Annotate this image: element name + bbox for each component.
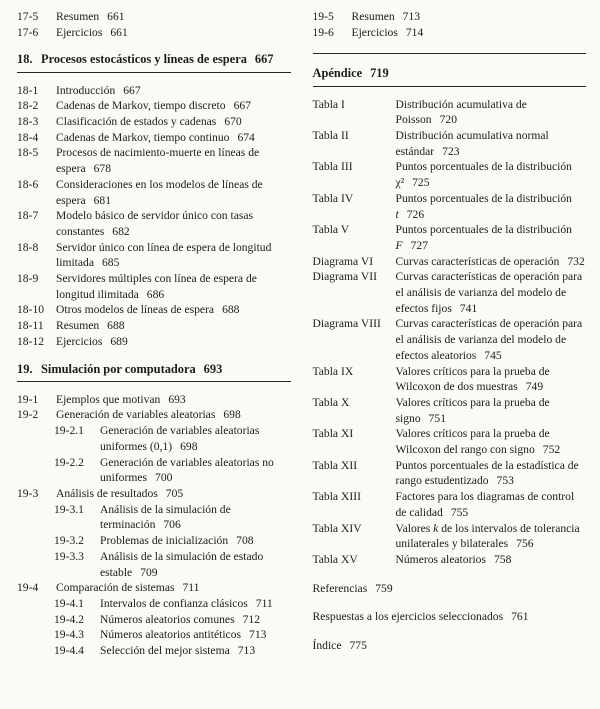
toc-entry-page: 678 [93,162,111,176]
toc-entry-title [56,9,291,25]
title-text: Análisis de la simulación de terminación [100,502,231,532]
toc-entry-page: 723 [442,144,460,158]
toc-entry-group [313,9,587,40]
toc-entry-number: Tabla XIII [312,490,361,504]
toc-entry [17,533,291,549]
italic-text: k [433,521,439,535]
toc-entry-title [396,395,587,426]
title-text: Servidor único con línea de espera de longitud limitada [56,240,272,270]
toc-entry-number: 19-4.3 [54,628,84,642]
toc-entry [313,364,587,395]
toc-entry-page: 674 [237,130,255,144]
toc-entry [17,455,291,486]
title-text: Curvas características de operación para el análisis de varianza del modelo de efectos aleatorios [395,317,583,362]
title-text: Comparación de sistemas [56,581,175,595]
title-text: Modelo básico de servidor único con tasas constantes [56,209,254,238]
toc-entry [313,458,587,489]
toc-entry-page: 752 [542,443,561,457]
toc-entry [313,638,587,654]
title-text: Ejercicios [56,334,103,348]
title-text: Ejercicios [56,25,103,39]
toc-entry [17,627,291,643]
toc-entry-page: 713 [402,10,421,23]
toc-entry [313,489,587,520]
title-text: Valores críticos para la prueba de signo [395,395,550,425]
toc-entry-page: 751 [428,411,447,425]
toc-entry-number: Tabla V [312,223,350,237]
toc-entry-title [396,316,587,363]
toc-entry [17,240,291,271]
toc-entry-page: 712 [242,612,260,626]
toc-entry-page: 698 [180,439,198,453]
title-text: Cadenas de Markov, tiempo discreto [56,99,226,113]
toc-entry-title [56,271,291,302]
toc-entry-number: 19-1 [17,392,39,406]
toc-entry [17,502,291,533]
title-text: Puntos porcentuales de la distribución [395,191,572,205]
toc-entry-number: 19-5 [312,10,334,23]
toc-entry [313,269,587,316]
toc-entry [313,159,587,190]
toc-right-column [313,9,587,703]
toc-entry-number: 18-9 [17,272,39,286]
toc-entry-page: 661 [107,10,125,23]
toc-entry [17,302,291,318]
title-text: Análisis de la simulación de estado estable [100,549,264,579]
toc-entry-number: 18-11 [17,319,44,333]
toc-chapter-heading [313,65,587,86]
toc-entry-title [100,423,291,454]
title-text: Puntos porcentuales de la estadística de rango estudentizado [395,458,579,488]
title-text: Valores [395,521,434,535]
title-text: Distribución acumulativa de Poisson [395,97,527,127]
toc-entry [17,580,291,596]
title-text: Generación de variables aleatorias no uniformes [100,455,274,485]
toc-entry-title [396,426,587,457]
title-text: Factores para los diagramas de control de calidad [395,490,575,519]
toc-entry-number: 18-12 [17,334,45,348]
toc-entry-title [41,51,291,67]
toc-entry-title [41,361,291,377]
toc-entry [17,98,291,114]
toc-entry-page: 719 [370,66,389,81]
title-text: Servidores múltiples con línea de espera de longitud ilimitada [56,272,257,301]
toc-entry-page: 693 [168,392,186,406]
toc-entry-page: 725 [412,176,430,190]
toc-entry-page: 693 [203,361,223,376]
toc-entry-title [56,580,291,596]
toc-entry-title [56,334,291,350]
toc-entry [313,426,587,457]
toc-entry-page: 681 [93,193,111,207]
toc-entry-title [352,9,587,25]
toc-entry-title [56,318,291,334]
toc-entry-number: 18-1 [17,83,39,97]
title-text: Números aleatorios antitéticos [100,628,242,642]
toc-entry [17,334,291,350]
toc-entry-title [100,612,291,628]
title-text: Clasificación de estados y cadenas [56,115,217,129]
toc-entry [17,612,291,628]
toc-entry-title [100,627,291,643]
toc-entry-title [352,25,587,41]
toc-entry [17,549,291,580]
toc-entry-page: 720 [439,113,457,127]
toc-entry [17,392,291,408]
toc-entry-title [396,222,587,253]
toc-entry-title [313,609,587,625]
title-text: Ejemplos que motivan [56,392,161,406]
toc-entry [17,208,291,239]
toc-entry [17,271,291,302]
toc-chapter-heading [17,361,291,382]
title-text: Distribución acumulativa normal estándar [395,129,549,158]
italic-text: t [395,207,399,221]
toc-entry-title [396,159,587,190]
title-text: Generación de variables aleatorias [56,408,216,422]
toc-entry-number: 19-4.1 [54,596,84,610]
toc-entry-number: Tabla XV [312,553,358,566]
toc-entry-title [56,407,291,423]
toc-entry-number: 17-5 [17,10,39,23]
toc-entry-page: 698 [223,408,241,422]
toc-entry-page: 755 [450,505,469,519]
toc-entry [313,222,587,253]
toc-entry [17,643,291,659]
toc-entry [17,145,291,176]
toc-entry-number: Tabla XIV [312,521,362,535]
toc-entry [313,25,587,41]
toc-entry-number: 19-3.2 [54,534,84,548]
toc-entry-number: 19-6 [312,25,334,39]
toc-entry-title [396,521,587,552]
toc-entry-page: 685 [102,256,120,270]
toc-entry-title [100,643,291,659]
toc-entry-page: 745 [484,348,502,362]
toc-left-column [17,9,291,703]
toc-entry-page: 667 [254,52,274,67]
toc-entry-title [313,65,587,81]
toc-entry-number: 19-2.2 [54,455,84,469]
toc-entry-title [100,549,291,580]
title-text: Otros modelos de líneas de espera [56,303,215,317]
toc-entry [17,114,291,130]
toc-chapter-line [17,51,291,67]
toc-entry-number: Tabla II [312,129,349,143]
toc-entry-page: 688 [222,303,240,317]
toc-entry-title [396,269,587,316]
toc-entry-title [396,552,587,568]
toc-entry-title [56,130,291,146]
toc-entry-title [56,177,291,208]
title-text: Curvas características de operación para el análisis de varianza del modelo de efectos fijos [395,270,583,315]
toc-entry [17,407,291,423]
toc-chapter-number: 19. [17,361,33,376]
toc-entry-page: 705 [165,486,184,500]
toc-entry-page: 713 [237,644,256,658]
toc-entry-title [396,191,587,222]
toc-entry [313,395,587,426]
title-text: Intervalos de confianza clásicos [100,596,248,610]
toc-entry-group [313,97,587,568]
title-text: Valores críticos para la prueba de Wilcoxon de dos muestras [395,364,550,394]
title-text: Cadenas de Markov, tiempo continuo [56,130,230,144]
toc-entry-page: 667 [233,99,251,113]
toc-entry [313,254,587,270]
toc-entry-number: Tabla IV [312,191,354,205]
toc-entry-page: 726 [406,207,425,221]
title-text: de los intervalos de tolerancia unilaterales y bilaterales [395,521,580,551]
toc-entry-number: Diagrama VI [312,254,374,268]
toc-entry-number: Tabla XII [312,458,358,472]
toc-entry-title [100,596,291,612]
toc-entry-page: 709 [140,565,158,579]
toc-entry-number: 18-4 [17,130,39,144]
toc-entry-title [56,98,291,114]
toc-entry-page: 727 [410,238,428,252]
toc-entry [313,609,587,625]
toc-entry [17,83,291,99]
toc-entry-number: 19-4.4 [54,644,84,658]
title-text: Números aleatorios [395,553,486,566]
toc-entry-page: 686 [146,287,165,301]
toc-entry-number: 19-3 [17,486,39,500]
toc-entry-number: Diagrama VIII [312,317,381,331]
toc-entry-page: 700 [155,471,173,485]
toc-entry-page: 711 [182,581,200,595]
title-text: Curvas características de operación [395,254,560,268]
toc-entry-title [56,486,291,502]
toc-entry [17,318,291,334]
toc-entry-title [56,145,291,176]
toc-entry-title [56,392,291,408]
title-text: Puntos porcentuales de la distribución [395,223,572,237]
toc-entry-group [17,83,291,350]
toc-entry-page: 711 [255,596,273,610]
title-text: Apéndice [312,66,363,81]
toc-entry-page: 756 [516,537,534,551]
title-text: Valores críticos para la prueba de Wilcoxon del rango con signo [395,427,550,457]
toc-entry-title [56,25,291,41]
title-text: Procesos de nacimiento-muerte en líneas de espera [56,146,260,176]
separator-rule [313,53,587,54]
title-text: Ejercicios [351,25,398,39]
toc-entry-title [396,489,587,520]
toc-entry [313,128,587,159]
toc-entry-title [396,97,587,128]
toc-entry-page: 749 [525,380,544,394]
toc-entry-title [56,208,291,239]
toc-entry-page: 688 [107,319,125,333]
toc-entry-number: 18-10 [17,303,45,317]
toc-entry-page: 708 [236,534,254,548]
title-text: Generación de variables aleatorias uniformes (0,1) [100,424,260,453]
toc-entry-page: 682 [112,224,130,238]
toc-entry-number: 18-6 [17,177,39,191]
title-text: Procesos estocásticos y líneas de espera [41,52,247,67]
toc-entry-number: 18-2 [17,99,39,113]
title-text: Referencias [312,581,368,595]
toc-chapter-number: 18. [17,52,33,67]
toc-entry-page: 753 [496,474,514,488]
toc-entry [313,97,587,128]
toc-entry [313,191,587,222]
toc-entry-page: 714 [405,25,424,39]
toc-entry-page: 732 [567,254,585,268]
toc-entry [313,521,587,552]
toc-entry [17,9,291,25]
title-text: Selección del mejor sistema [100,644,230,658]
toc-entry-title [313,581,587,597]
toc-entry-page: 713 [249,628,267,642]
title-text: Índice [312,639,342,653]
toc-chapter-line [313,65,587,81]
toc-entry-title [396,128,587,159]
toc-entry [17,130,291,146]
toc-entry [17,596,291,612]
toc-entry-title [56,240,291,271]
toc-entry-number: 18-5 [17,146,39,160]
title-text: Números aleatorios comunes [100,612,235,626]
toc-entry-number: 18-3 [17,115,39,129]
title-text: Resumen [351,10,395,23]
toc-entry-page: 741 [459,301,478,315]
toc-entry-number: 19-4 [17,581,39,595]
toc-entry-group [313,581,587,654]
title-text: Puntos porcentuales de la distribución χ² [395,160,572,190]
toc-entry-number: 19-4.2 [54,612,84,626]
toc-entry-page: 661 [110,25,128,39]
title-text: Resumen [56,319,100,333]
toc-entry-page: 667 [123,83,141,97]
toc-entry [17,177,291,208]
toc-entry-page: 759 [375,581,393,595]
title-text: Análisis de resultados [56,486,158,500]
toc-entry-number: 19-2 [17,408,39,422]
toc-entry-group [17,392,291,659]
toc-entry-number: 19-3.3 [54,549,84,563]
title-text: Respuestas a los ejercicios seleccionados [312,610,504,624]
title-text: Problemas de inicialización [100,534,229,548]
toc-entry-title [100,502,291,533]
toc-entry-number: 19-2.1 [54,424,84,438]
toc-entry-page: 761 [511,610,529,624]
toc-entry-title [56,302,291,318]
toc-entry [313,9,587,25]
toc-entry-title [396,458,587,489]
toc-entry-number: 18-7 [17,209,39,223]
toc-entry-page: 758 [493,553,512,566]
toc-entry-page: 706 [163,518,181,532]
toc-entry-number: Tabla XI [312,427,354,441]
toc-entry-group [17,9,291,40]
toc-entry [17,486,291,502]
toc-entry [313,316,587,363]
title-text: Consideraciones en los modelos de líneas de espera [56,177,263,207]
toc-chapter-heading [17,51,291,72]
toc-entry-page: 689 [110,334,128,348]
toc-entry-title [56,114,291,130]
toc-entry-number: Tabla III [312,160,353,174]
toc-entry [17,423,291,454]
toc-entry-title [396,254,587,270]
toc-entry-number: 19-3.1 [54,502,84,516]
toc-entry-title [56,83,291,99]
toc-entry-number: Tabla X [312,395,350,409]
toc-entry [313,552,587,568]
toc-entry-title [100,455,291,486]
toc-entry [17,25,291,41]
title-text: Introducción [56,83,116,97]
toc-entry [313,581,587,597]
toc-entry-page: 670 [224,115,242,129]
toc-entry-number: 17-6 [17,25,39,39]
toc-entry-title [396,364,587,395]
toc-entry-page: 775 [349,639,367,653]
italic-text: F [395,238,403,252]
toc-entry-title [100,533,291,549]
toc-entry-number: 18-8 [17,240,39,254]
toc-entry-number: Tabla IX [312,364,354,378]
toc-entry-number: Tabla I [312,97,345,111]
toc-chapter-line [17,361,291,377]
toc-entry-title [313,638,587,654]
toc-entry-number: Diagrama VII [312,270,377,284]
title-text: Simulación por computadora [41,361,196,376]
title-text: Resumen [56,10,100,23]
